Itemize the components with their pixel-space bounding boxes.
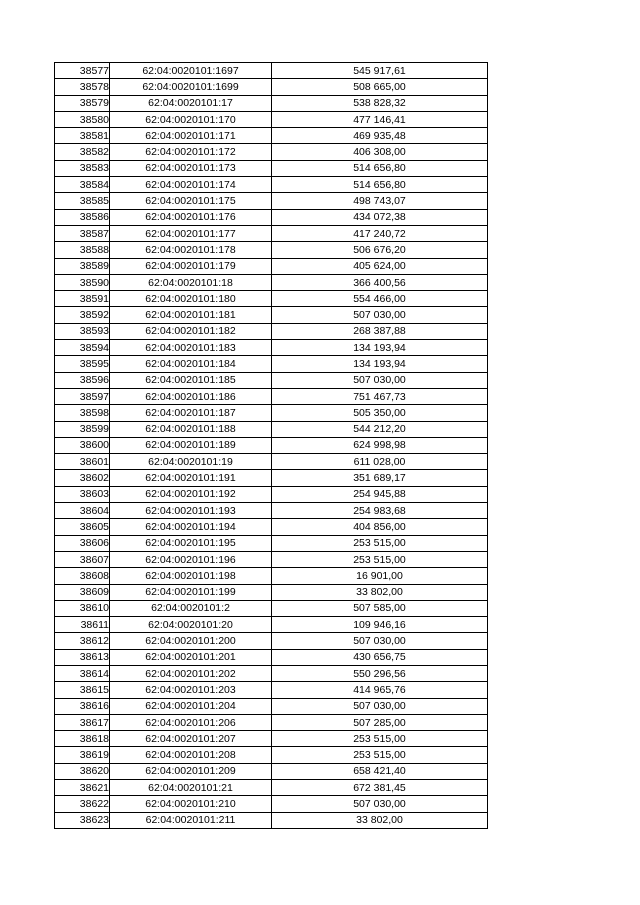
table-row [55, 405, 488, 421]
table-row [55, 812, 488, 828]
cadastral-number-cell: 62:04:0020101:188 [110, 421, 272, 437]
table-body [55, 63, 488, 829]
cadastral-number-cell: 62:04:0020101:178 [110, 242, 272, 258]
value-cell: 253 515,00 [272, 731, 488, 747]
value-cell: 134 193,94 [272, 356, 488, 372]
row-number-cell: 38621 [55, 780, 110, 796]
table-row [55, 437, 488, 453]
cadastral-number-cell: 62:04:0020101:184 [110, 356, 272, 372]
table-row [55, 731, 488, 747]
cadastral-number-cell: 62:04:0020101:195 [110, 535, 272, 551]
table-row [55, 780, 488, 796]
value-cell: 505 350,00 [272, 405, 488, 421]
row-number-cell: 38610 [55, 600, 110, 616]
value-cell: 254 945,88 [272, 486, 488, 502]
table-row [55, 519, 488, 535]
value-cell: 550 296,56 [272, 665, 488, 681]
row-number-cell: 38594 [55, 340, 110, 356]
row-number-cell: 38587 [55, 225, 110, 241]
table-row [55, 340, 488, 356]
row-number-cell: 38601 [55, 454, 110, 470]
value-cell: 414 965,76 [272, 682, 488, 698]
table-row [55, 225, 488, 241]
table-row [55, 503, 488, 519]
table-row [55, 209, 488, 225]
value-cell: 253 515,00 [272, 551, 488, 567]
table-row [55, 633, 488, 649]
table-row [55, 421, 488, 437]
value-cell: 507 030,00 [272, 372, 488, 388]
cadastral-number-cell: 62:04:0020101:210 [110, 796, 272, 812]
cadastral-number-cell: 62:04:0020101:171 [110, 128, 272, 144]
value-cell: 109 946,16 [272, 617, 488, 633]
table-row [55, 291, 488, 307]
value-cell: 417 240,72 [272, 225, 488, 241]
cadastral-number-cell: 62:04:0020101:1699 [110, 79, 272, 95]
row-number-cell: 38606 [55, 535, 110, 551]
cadastral-number-cell: 62:04:0020101:19 [110, 454, 272, 470]
table-row [55, 714, 488, 730]
value-cell: 404 856,00 [272, 519, 488, 535]
value-cell: 33 802,00 [272, 812, 488, 828]
cadastral-number-cell: 62:04:0020101:202 [110, 665, 272, 681]
cadastral-number-cell: 62:04:0020101:199 [110, 584, 272, 600]
cadastral-number-cell: 62:04:0020101:21 [110, 780, 272, 796]
value-cell: 672 381,45 [272, 780, 488, 796]
row-number-cell: 38589 [55, 258, 110, 274]
table-row [55, 796, 488, 812]
row-number-cell: 38583 [55, 160, 110, 176]
table-row [55, 535, 488, 551]
table-row [55, 747, 488, 763]
row-number-cell: 38618 [55, 731, 110, 747]
row-number-cell: 38586 [55, 209, 110, 225]
table-row [55, 111, 488, 127]
cadastral-number-cell: 62:04:0020101:180 [110, 291, 272, 307]
row-number-cell: 38580 [55, 111, 110, 127]
row-number-cell: 38595 [55, 356, 110, 372]
table-row [55, 600, 488, 616]
cadastral-number-cell: 62:04:0020101:18 [110, 274, 272, 290]
table-row [55, 177, 488, 193]
cadastral-number-cell: 62:04:0020101:203 [110, 682, 272, 698]
value-cell: 366 400,56 [272, 274, 488, 290]
row-number-cell: 38604 [55, 503, 110, 519]
cadastral-number-cell: 62:04:0020101:177 [110, 225, 272, 241]
table-row [55, 323, 488, 339]
value-cell: 253 515,00 [272, 747, 488, 763]
row-number-cell: 38598 [55, 405, 110, 421]
value-cell: 134 193,94 [272, 340, 488, 356]
cadastral-number-cell: 62:04:0020101:173 [110, 160, 272, 176]
row-number-cell: 38607 [55, 551, 110, 567]
cadastral-number-cell: 62:04:0020101:192 [110, 486, 272, 502]
cadastral-number-cell: 62:04:0020101:175 [110, 193, 272, 209]
table-row [55, 584, 488, 600]
value-cell: 477 146,41 [272, 111, 488, 127]
cadastral-number-cell: 62:04:0020101:172 [110, 144, 272, 160]
row-number-cell: 38584 [55, 177, 110, 193]
table-row [55, 682, 488, 698]
value-cell: 507 030,00 [272, 307, 488, 323]
row-number-cell: 38590 [55, 274, 110, 290]
value-cell: 611 028,00 [272, 454, 488, 470]
row-number-cell: 38599 [55, 421, 110, 437]
table-row [55, 649, 488, 665]
table-row [55, 698, 488, 714]
table-row [55, 356, 488, 372]
row-number-cell: 38578 [55, 79, 110, 95]
document-page [54, 62, 487, 829]
table-row [55, 454, 488, 470]
row-number-cell: 38613 [55, 649, 110, 665]
row-number-cell: 38588 [55, 242, 110, 258]
row-number-cell: 38612 [55, 633, 110, 649]
table-row [55, 144, 488, 160]
row-number-cell: 38620 [55, 763, 110, 779]
row-number-cell: 38579 [55, 95, 110, 111]
row-number-cell: 38602 [55, 470, 110, 486]
table-row [55, 258, 488, 274]
cadastral-number-cell: 62:04:0020101:182 [110, 323, 272, 339]
cadastral-number-cell: 62:04:0020101:17 [110, 95, 272, 111]
cadastral-number-cell: 62:04:0020101:204 [110, 698, 272, 714]
cadastral-number-cell: 62:04:0020101:186 [110, 388, 272, 404]
value-cell: 507 585,00 [272, 600, 488, 616]
table-row [55, 242, 488, 258]
cadastral-number-cell: 62:04:0020101:185 [110, 372, 272, 388]
value-cell: 434 072,38 [272, 209, 488, 225]
value-cell: 624 998,98 [272, 437, 488, 453]
row-number-cell: 38597 [55, 388, 110, 404]
row-number-cell: 38611 [55, 617, 110, 633]
value-cell: 508 665,00 [272, 79, 488, 95]
value-cell: 268 387,88 [272, 323, 488, 339]
value-cell: 33 802,00 [272, 584, 488, 600]
table-row [55, 95, 488, 111]
cadastral-number-cell: 62:04:0020101:176 [110, 209, 272, 225]
cadastral-number-cell: 62:04:0020101:209 [110, 763, 272, 779]
table-row [55, 665, 488, 681]
cadastral-number-cell: 62:04:0020101:170 [110, 111, 272, 127]
table-row [55, 160, 488, 176]
value-cell: 351 689,17 [272, 470, 488, 486]
value-cell: 498 743,07 [272, 193, 488, 209]
value-cell: 469 935,48 [272, 128, 488, 144]
row-number-cell: 38596 [55, 372, 110, 388]
cadastral-number-cell: 62:04:0020101:179 [110, 258, 272, 274]
value-cell: 751 467,73 [272, 388, 488, 404]
row-number-cell: 38614 [55, 665, 110, 681]
row-number-cell: 38585 [55, 193, 110, 209]
row-number-cell: 38622 [55, 796, 110, 812]
value-cell: 507 285,00 [272, 714, 488, 730]
cadastral-number-cell: 62:04:0020101:174 [110, 177, 272, 193]
row-number-cell: 38623 [55, 812, 110, 828]
row-number-cell: 38592 [55, 307, 110, 323]
value-cell: 538 828,32 [272, 95, 488, 111]
table-row [55, 568, 488, 584]
row-number-cell: 38581 [55, 128, 110, 144]
value-cell: 514 656,80 [272, 160, 488, 176]
value-cell: 430 656,75 [272, 649, 488, 665]
data-table [54, 62, 488, 829]
cadastral-number-cell: 62:04:0020101:193 [110, 503, 272, 519]
value-cell: 514 656,80 [272, 177, 488, 193]
value-cell: 507 030,00 [272, 796, 488, 812]
cadastral-number-cell: 62:04:0020101:208 [110, 747, 272, 763]
row-number-cell: 38593 [55, 323, 110, 339]
table-row [55, 763, 488, 779]
value-cell: 506 676,20 [272, 242, 488, 258]
row-number-cell: 38619 [55, 747, 110, 763]
cadastral-number-cell: 62:04:0020101:183 [110, 340, 272, 356]
value-cell: 16 901,00 [272, 568, 488, 584]
cadastral-number-cell: 62:04:0020101:211 [110, 812, 272, 828]
row-number-cell: 38577 [55, 63, 110, 79]
table-row [55, 617, 488, 633]
table-row [55, 307, 488, 323]
table-row [55, 486, 488, 502]
cadastral-number-cell: 62:04:0020101:196 [110, 551, 272, 567]
row-number-cell: 38582 [55, 144, 110, 160]
value-cell: 406 308,00 [272, 144, 488, 160]
row-number-cell: 38603 [55, 486, 110, 502]
cadastral-number-cell: 62:04:0020101:191 [110, 470, 272, 486]
table-row [55, 128, 488, 144]
value-cell: 507 030,00 [272, 698, 488, 714]
cadastral-number-cell: 62:04:0020101:207 [110, 731, 272, 747]
cadastral-number-cell: 62:04:0020101:201 [110, 649, 272, 665]
table-row [55, 372, 488, 388]
table-row [55, 79, 488, 95]
value-cell: 405 624,00 [272, 258, 488, 274]
cadastral-number-cell: 62:04:0020101:2 [110, 600, 272, 616]
value-cell: 254 983,68 [272, 503, 488, 519]
cadastral-number-cell: 62:04:0020101:206 [110, 714, 272, 730]
row-number-cell: 38591 [55, 291, 110, 307]
value-cell: 554 466,00 [272, 291, 488, 307]
cadastral-number-cell: 62:04:0020101:187 [110, 405, 272, 421]
table-row [55, 470, 488, 486]
row-number-cell: 38609 [55, 584, 110, 600]
cadastral-number-cell: 62:04:0020101:198 [110, 568, 272, 584]
value-cell: 658 421,40 [272, 763, 488, 779]
value-cell: 253 515,00 [272, 535, 488, 551]
value-cell: 545 917,61 [272, 63, 488, 79]
cadastral-number-cell: 62:04:0020101:189 [110, 437, 272, 453]
table-row [55, 274, 488, 290]
table-row [55, 388, 488, 404]
cadastral-number-cell: 62:04:0020101:1697 [110, 63, 272, 79]
row-number-cell: 38616 [55, 698, 110, 714]
row-number-cell: 38608 [55, 568, 110, 584]
row-number-cell: 38617 [55, 714, 110, 730]
row-number-cell: 38615 [55, 682, 110, 698]
table-row [55, 63, 488, 79]
cadastral-number-cell: 62:04:0020101:200 [110, 633, 272, 649]
table-row [55, 551, 488, 567]
cadastral-number-cell: 62:04:0020101:20 [110, 617, 272, 633]
table-row [55, 193, 488, 209]
cadastral-number-cell: 62:04:0020101:194 [110, 519, 272, 535]
cadastral-number-cell: 62:04:0020101:181 [110, 307, 272, 323]
row-number-cell: 38605 [55, 519, 110, 535]
row-number-cell: 38600 [55, 437, 110, 453]
value-cell: 507 030,00 [272, 633, 488, 649]
value-cell: 544 212,20 [272, 421, 488, 437]
